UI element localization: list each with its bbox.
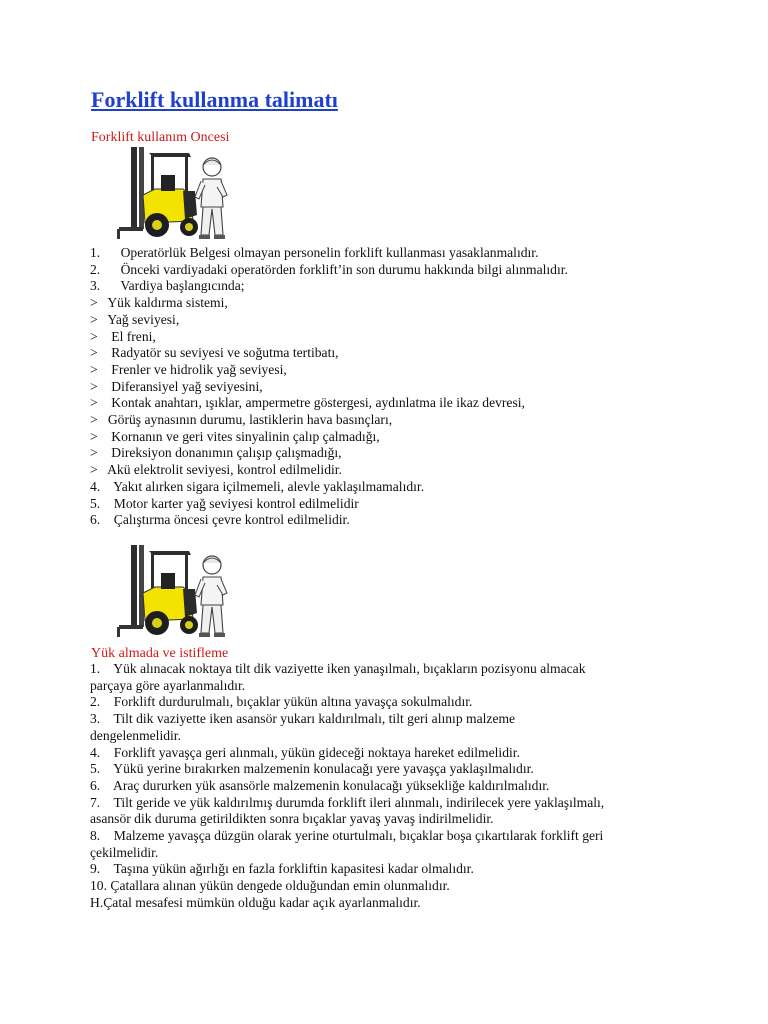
list-item: 6. Çalıştırma öncesi çevre kontrol edilmelidir. [90, 512, 350, 528]
list-item: 9. Taşına yükün ağırlığı en fazla forkliftin kapasitesi kadar olmalıdır. [90, 861, 474, 877]
list-item: > Frenler ve hidrolik yağ seviyesi, [90, 361, 287, 377]
list-item: > Diferansiyel yağ seviyesini, [90, 378, 263, 394]
list-item: 3. Vardiya başlangıcında; [90, 278, 245, 294]
list-item: > Kornanın ve geri vites sinyalinin çalıp çalmadığı, [90, 428, 380, 444]
list-item: asansör dik duruma getirildikten sonra bıçaklar yavaş yavaş indirilmelidir. [90, 811, 494, 827]
list-item: 7. Tilt geride ve yük kaldırılmış durumda forklift ileri alınmalı, indirilecek yere yaklaşılmalı, [90, 794, 605, 810]
list-item: dengelenmelidir. [90, 727, 181, 743]
list-item: parçaya göre ayarlanmalıdır. [90, 677, 246, 693]
forklift-illustration-2 [113, 543, 231, 641]
page-title [91, 86, 338, 114]
list-item: > Yük kaldırma sistemi, [90, 295, 228, 311]
before-use-checklist [90, 245, 568, 529]
list-item: > Kontak anahtarı, ışıklar, ampermetre göstergesi, aydınlatma ile ikaz devresi, [90, 395, 525, 411]
list-item: 2. Forklift durdurulmalı, bıçaklar yükün altına yavaşça sokulmalıdır. [90, 694, 473, 710]
list-item: 5. Motor karter yağ seviyesi kontrol edilmelidir [90, 495, 359, 511]
list-item: 10. Çatallara alınan yükün dengede olduğundan emin olunmalıdır. [90, 878, 450, 894]
list-item: 5. Yükü yerine bırakırken malzemenin konulacağı yere yavaşça yaklaşılmalıdır. [90, 761, 534, 777]
list-item: > Görüş aynasının durumu, lastiklerin hava basınçları, [90, 412, 393, 428]
list-item: 4. Forklift yavaşça geri alınmalı, yükün gideceği noktaya hareket edilmelidir. [90, 744, 520, 760]
list-item: > El freni, [90, 328, 156, 344]
section-heading-loading-stacking: Yük almada ve istifleme [91, 646, 229, 661]
list-item: > Akü elektrolit seviyesi, kontrol edilmelidir. [90, 462, 342, 478]
list-item: > Yağ seviyesi, [90, 311, 180, 327]
forklift-illustration-1 [113, 145, 231, 243]
section-heading-before-use: Forklift kullanım Oncesi [91, 130, 230, 145]
list-item: 1. Yük alınacak noktaya tilt dik vaziyette iken yanaşılmalı, bıçakların pozisyonu almacak [90, 661, 586, 676]
operator-figure-icon [195, 158, 227, 239]
list-item: 2. Önceki vardiyadaki operatörden forklift’in son durumu hakkında bilgi alınmalıdır. [90, 261, 568, 277]
forklift-icon [117, 545, 198, 637]
list-item: > Radyatör su seviyesi ve soğutma tertibatı, [90, 345, 339, 361]
forklift-icon [117, 147, 198, 239]
list-item: 8. Malzeme yavaşça düzgün olarak yerine oturtulmalı, bıçaklar boşa çıkartılarak forklift geri [90, 828, 604, 844]
list-item: 4. Yakıt alırken sigara içilmemeli, alevle yaklaşılmamalıdır. [90, 478, 425, 494]
list-item: 3. Tilt dik vaziyette iken asansör yukarı kaldırılmalı, tilt geri alınıp malzeme [90, 711, 516, 727]
list-item: 6. Araç dururken yük asansörle malzemenin konulacağı yüksekliğe kaldırılmalıdır. [90, 777, 550, 793]
list-item: çekilmelidir. [90, 844, 159, 860]
list-item: 1. Operatörlük Belgesi olmayan personelin forklift kullanması yasaklanmalıdır. [90, 245, 539, 260]
list-item: H.Çatal mesafesi mümkün olduğu kadar açık ayarlanmalıdır. [90, 894, 421, 910]
list-item: > Direksiyon donanımın çalışıp çalışmadığı, [90, 445, 342, 461]
title-link[interactable]: Forklift kullanma talimatı [91, 87, 338, 112]
operator-figure-icon [195, 556, 227, 637]
loading-stacking-instructions [90, 661, 604, 912]
